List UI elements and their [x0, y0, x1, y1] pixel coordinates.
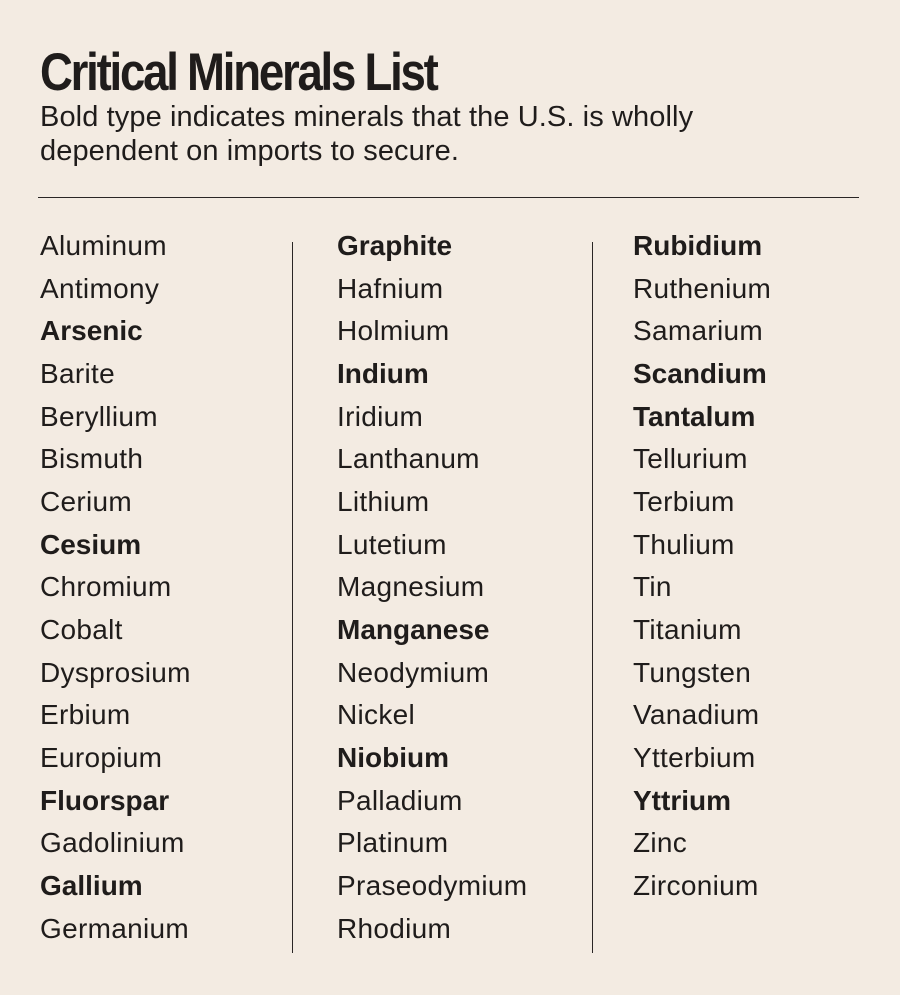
mineral-item: Neodymium	[337, 656, 490, 688]
mineral-item: Niobium	[337, 741, 449, 773]
mineral-item: Praseodymium	[337, 869, 528, 901]
header-divider	[38, 197, 859, 198]
mineral-item: Beryllium	[40, 400, 158, 432]
mineral-item: Tin	[633, 571, 672, 603]
mineral-item: Indium	[337, 357, 429, 389]
mineral-item: Manganese	[337, 613, 490, 645]
mineral-item: Yttrium	[633, 784, 731, 816]
page-subtitle: Bold type indicates minerals that the U.S. is wholly dependent on imports to secure.	[40, 101, 694, 167]
mineral-item: Zirconium	[633, 869, 759, 901]
mineral-column-3	[633, 225, 771, 908]
mineral-item: Nickel	[337, 699, 416, 731]
mineral-item: Europium	[40, 741, 163, 773]
mineral-item: Rhodium	[337, 912, 452, 944]
mineral-item: Arsenic	[40, 315, 143, 347]
mineral-item: Ruthenium	[633, 272, 772, 304]
mineral-item: Cesium	[40, 528, 142, 560]
mineral-item: Bismuth	[40, 443, 144, 475]
page-title: Critical Minerals List	[40, 43, 437, 102]
mineral-item: Antimony	[40, 272, 160, 304]
mineral-item: Lithium	[337, 485, 430, 517]
column-divider-1	[292, 242, 293, 953]
mineral-item: Chromium	[40, 571, 172, 603]
mineral-item: Dysprosium	[40, 656, 191, 688]
column-divider-2	[592, 242, 593, 953]
mineral-item: Aluminum	[40, 230, 167, 261]
mineral-item: Scandium	[633, 357, 767, 389]
mineral-item: Holmium	[337, 315, 450, 347]
mineral-item: Terbium	[633, 485, 735, 517]
mineral-item: Lanthanum	[337, 443, 480, 475]
mineral-item: Rubidium	[633, 230, 763, 261]
mineral-item: Cobalt	[40, 613, 123, 645]
mineral-item: Gadolinium	[40, 827, 185, 859]
mineral-item: Ytterbium	[633, 741, 756, 773]
mineral-item: Iridium	[337, 400, 424, 432]
mineral-item: Gallium	[40, 869, 143, 901]
mineral-item: Fluorspar	[40, 784, 170, 816]
mineral-item: Barite	[40, 357, 115, 389]
mineral-item: Tellurium	[633, 443, 748, 475]
mineral-item: Thulium	[633, 528, 735, 560]
mineral-column-1	[40, 225, 191, 950]
mineral-item: Tungsten	[633, 656, 752, 688]
mineral-item: Magnesium	[337, 571, 485, 603]
mineral-item: Platinum	[337, 827, 449, 859]
mineral-item: Tantalum	[633, 400, 756, 432]
mineral-item: Vanadium	[633, 699, 760, 731]
mineral-column-2	[337, 225, 527, 950]
mineral-item: Graphite	[337, 230, 453, 261]
mineral-item: Germanium	[40, 912, 189, 944]
mineral-item: Titanium	[633, 613, 742, 645]
mineral-item: Hafnium	[337, 272, 444, 304]
mineral-item: Erbium	[40, 699, 131, 731]
mineral-item: Lutetium	[337, 528, 447, 560]
mineral-item: Cerium	[40, 485, 133, 517]
mineral-item: Palladium	[337, 784, 463, 816]
mineral-item: Zinc	[633, 827, 688, 859]
mineral-item: Samarium	[633, 315, 763, 347]
